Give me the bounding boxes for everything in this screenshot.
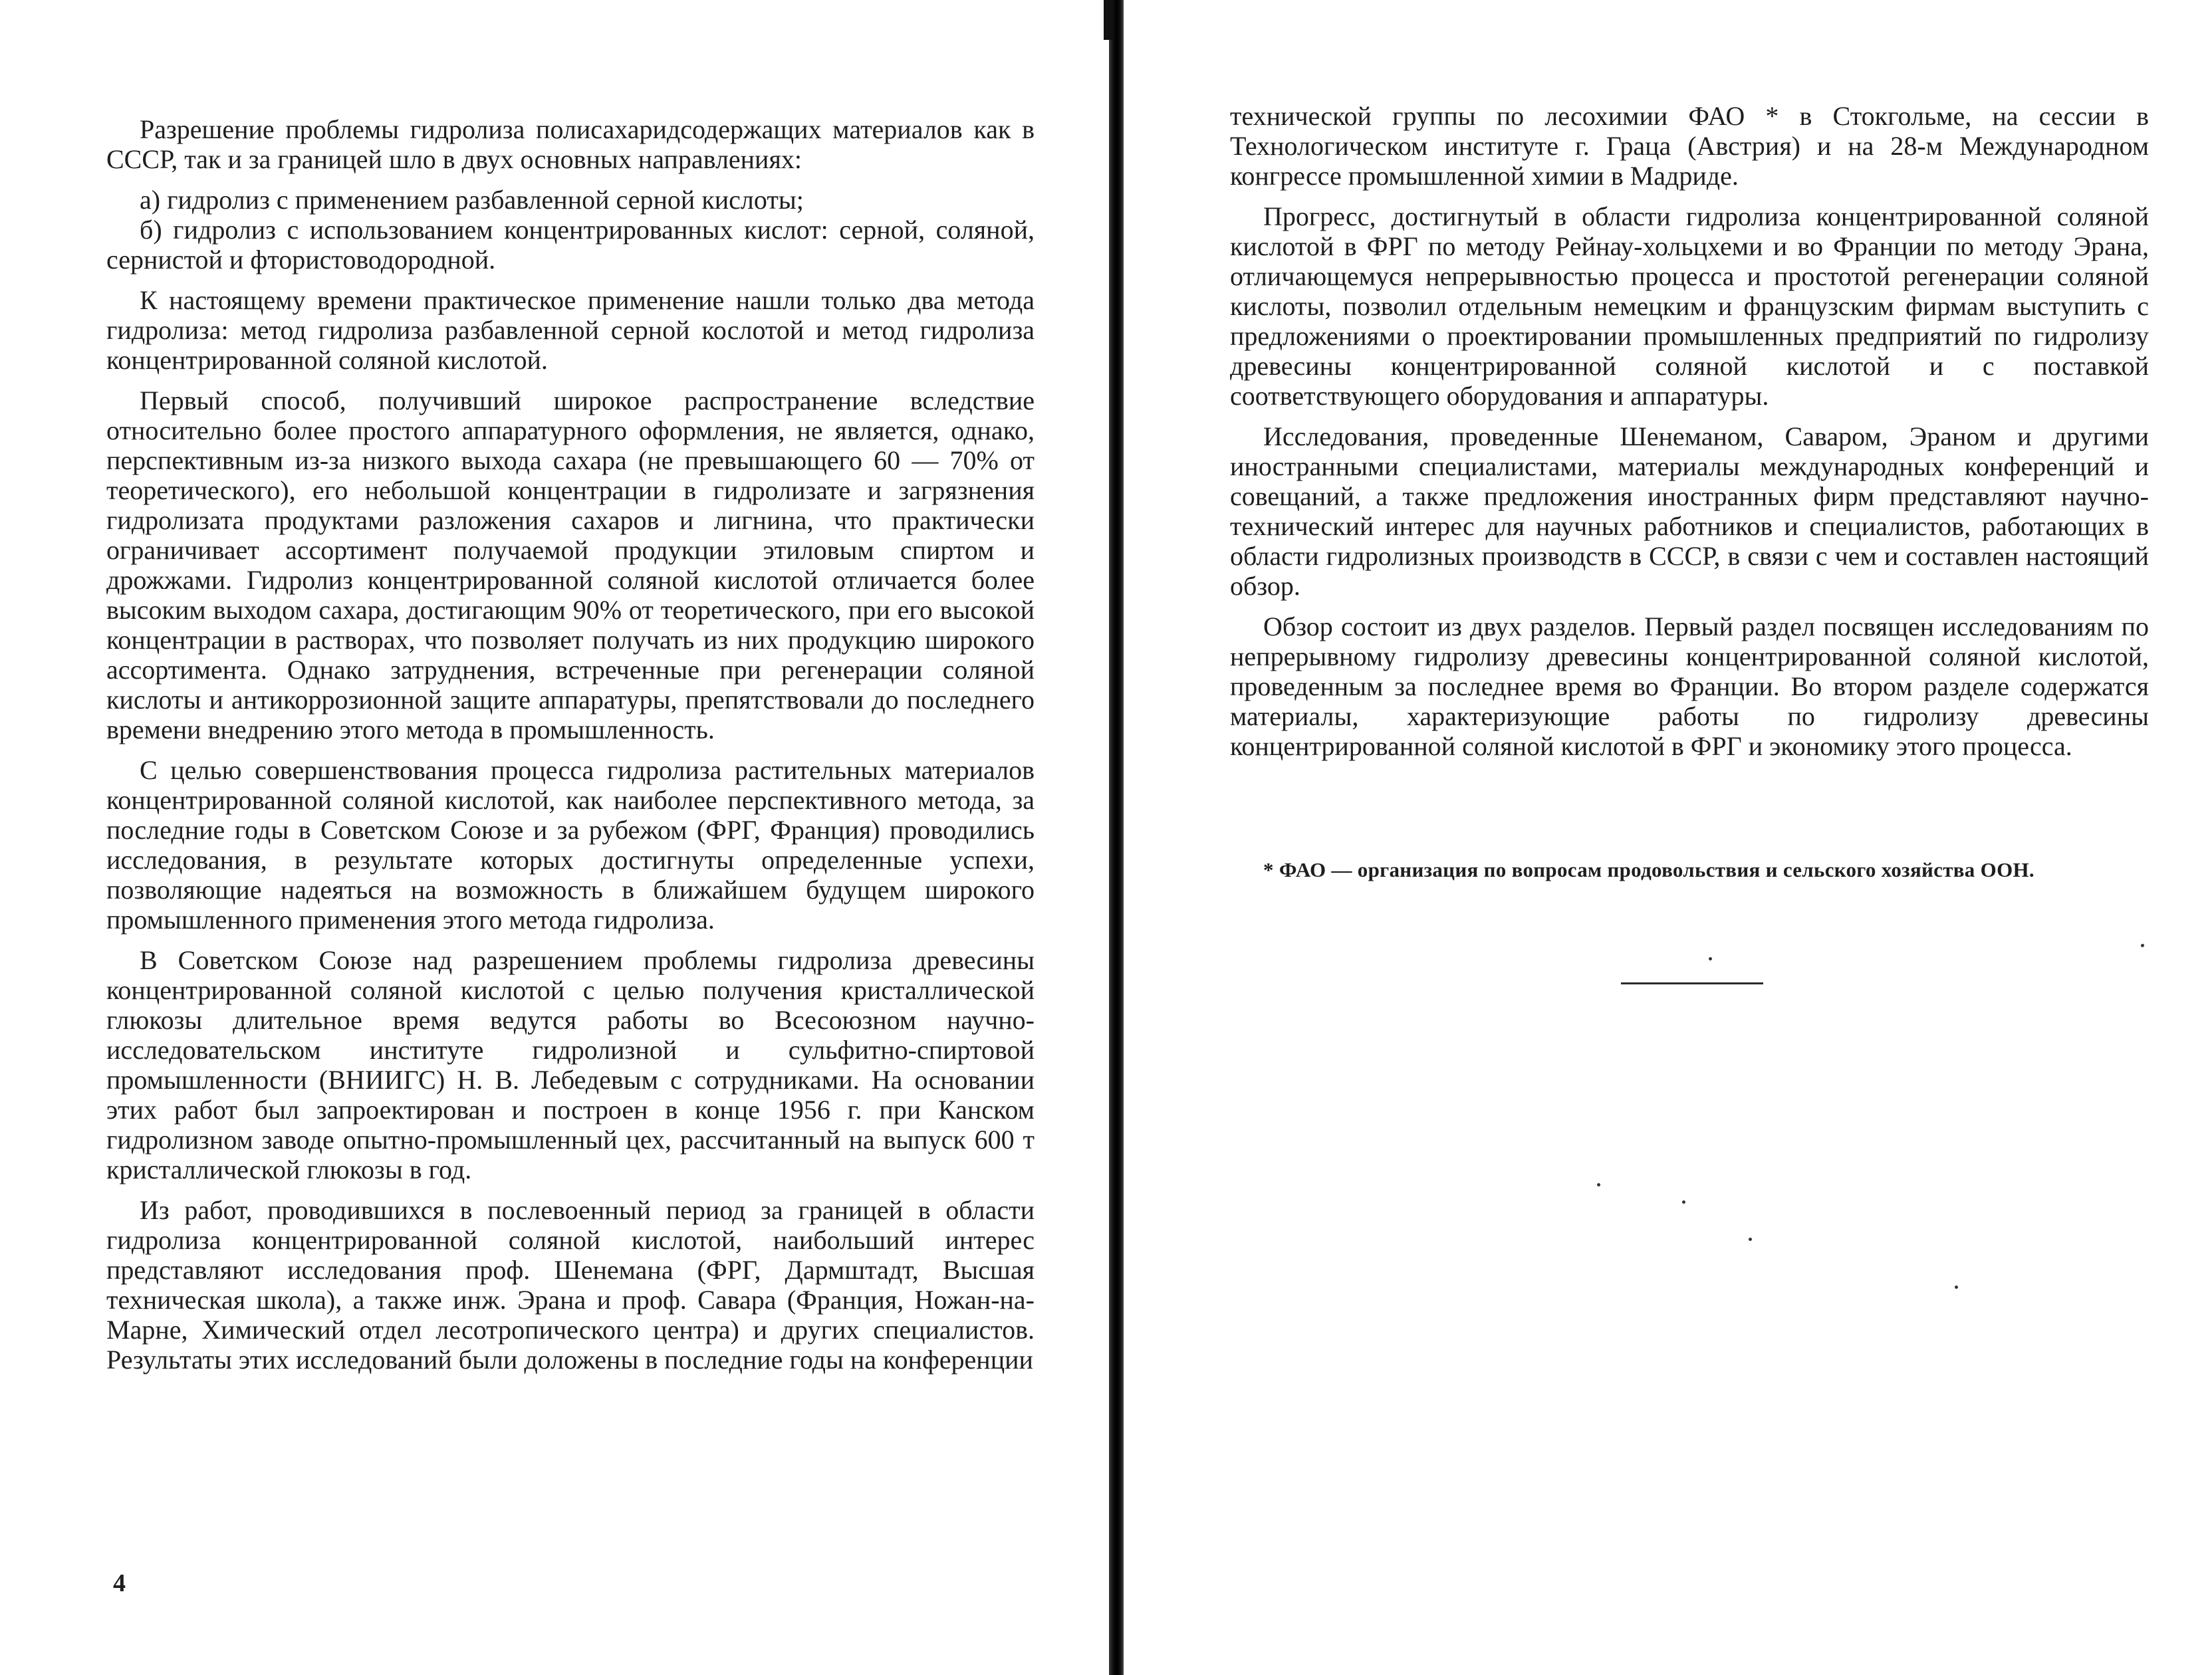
right-page bbox=[1124, 0, 2212, 1675]
paragraph: Прогресс, достигнутый в области гидролиза концентрированной соляной кислотой в ФРГ по методу Рейнау-хольцхеми и во Франции по методу Эрана, отличающемуся непрерывностью процесса и простотой регенерации соляной кислоты, позволил отдельным немецким и французским фирмам выступить с предложениями о проектировании промышленных предприятий по гидролизу древесины концентрированной соляной кислотой и с поставкой соответствующего оборудования и аппаратуры. bbox=[1230, 201, 2149, 411]
scan-speck bbox=[1709, 957, 1712, 960]
scan-speck bbox=[2141, 944, 2144, 947]
left-page-text-column bbox=[106, 114, 1035, 1375]
scan-speck bbox=[1749, 1238, 1752, 1241]
section-end-rule bbox=[1621, 982, 1763, 984]
paragraph: Исследования, проведенные Шенеманом, Саваром, Эраном и другими иностранными специалистами, материалы международных конференций и совещаний, а также предложения иностранных фирм представляют научно-технический интерес для научных работников и специалистов, работающих в области гидролизных производств в СССР, в связи с чем и составлен настоящий обзор. bbox=[1230, 421, 2149, 601]
book-binding-spine bbox=[1109, 0, 1124, 1675]
right-page-text-column bbox=[1230, 101, 2149, 761]
paragraph: С целью совершенствования процесса гидролиза растительных материалов концентрированной соляной кислотой, как наиболее перспективного метода, за последние годы в Советском Союзе и за рубежом (ФРГ, Франция) проводились исследования, в результате которых достигнуты определенные успехи, позволяющие надеяться на возможность в ближайшем будущем широкого промышленного применения этого метода гидролиза. bbox=[106, 755, 1035, 935]
paragraph: Первый способ, получивший широкое распространение вследствие относительно более простого аппаратурного оформления, не является, однако, перспективным из-за низкого выхода сахара (не превышающего 60 — 70% от теоретического), его небольшой концентрации в гидролизате и загрязнения гидролизата продуктами разложения сахаров и лигнина, что практически ограничивает ассортимент получаемой продукции этиловым спиртом и дрожжами. Гидролиз концентрированной соляной кислотой отличается более высоким выходом сахара, достигающим 90% от теоретического, при его высокой концентрации в растворах, что позволяет получать из них продукцию широкого ассортимента. Однако затруднения, встреченные при регенерации соляной кислоты и антикоррозионной защите аппаратуры, препятствовали до последнего времени внедрению этого метода в промышленность. bbox=[106, 386, 1035, 744]
scan-speck bbox=[1955, 1285, 1958, 1289]
paragraph: В Советском Союзе над разрешением проблемы гидролиза древесины концентрированной соляной кислотой с целью получения кристаллической глюкозы длительное время ведутся работы во Всесоюзном научно-исследовательском институте гидролизной и сульфитно-спиртовой промышленности (ВНИИГС) Н. В. Лебедевым с сотрудниками. На основании этих работ был запроектирован и построен в конце 1956 г. при Канском гидролизном заводе опытно-промышленный цех, рассчитанный на выпуск 600 т кристаллической глюкозы в год. bbox=[106, 945, 1035, 1184]
footnote: * ФАО — организация по вопросам продовольствия и сельского хозяйства ООН. bbox=[1263, 858, 2034, 881]
scan-speck bbox=[1597, 1183, 1600, 1186]
paragraph: К настоящему времени практическое применение нашли только два метода гидролиза: метод гидролиза разбавленной серной кослотой и метод гидролиза концентрированной соляной кислотой. bbox=[106, 285, 1035, 375]
list-item: а) гидролиз с применением разбавленной серной кислоты; bbox=[140, 185, 804, 215]
list-item: б) гидролиз с использованием концентрированных кислот: серной, соляной, сернистой и фтористоводородной. bbox=[106, 215, 1035, 275]
scan-speck bbox=[1682, 1200, 1685, 1204]
page-number: 4 bbox=[113, 1569, 126, 1597]
paragraph: Из работ, проводившихся в послевоенный период за границей в области гидролиза концентрированной соляной кислотой, наибольший интерес представляют исследования проф. Шенемана (ФРГ, Дармштадт, Высшая техническая школа), а также инж. Эрана и проф. Савара (Франция, Ножан-на-Марне, Химический отдел лесотропического центра) и других специалистов. Результаты этих исследований были доложены в последние годы на конференции bbox=[106, 1195, 1035, 1375]
left-page bbox=[0, 0, 1104, 1675]
paragraph: технической группы по лесохимии ФАО * в Стокгольме, на сессии в Технологическом институте г. Граца (Австрия) и на 28-м Международном конгрессе промышленной химии в Мадриде. bbox=[1230, 101, 2149, 191]
paragraph: Разрешение проблемы гидролиза полисахаридсодержащих материалов как в СССР, так и за границей шло в двух основных направлениях: bbox=[106, 114, 1035, 174]
paragraph: Обзор состоит из двух разделов. Первый раздел посвящен исследованиям по непрерывному гидролизу древесины концентрированной соляной кислотой, проведенным за последнее время во Франции. Во втором разделе содержатся материалы, характеризующие работы по гидролизу древесины концентрированной соляной кислотой в ФРГ и экономику этого процесса. bbox=[1230, 612, 2149, 761]
